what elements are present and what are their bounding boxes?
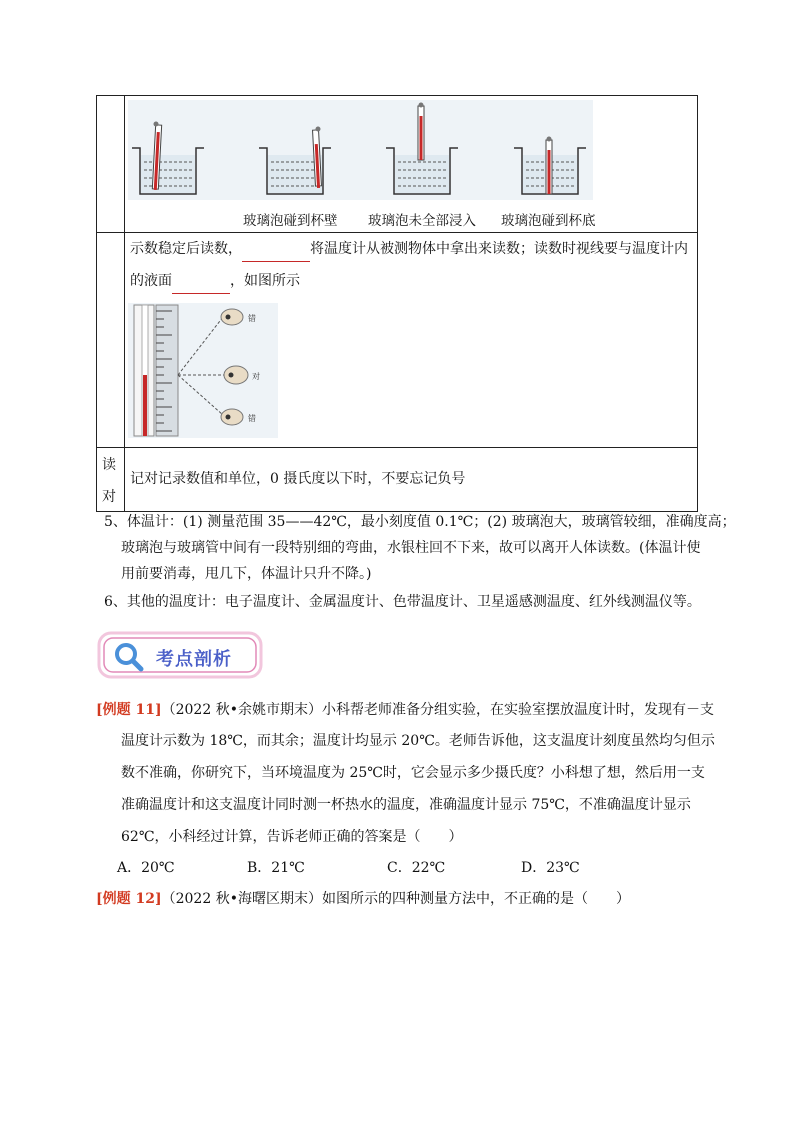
- record-instruction: 记对记录数值和单位，0 摄氏度以下时，不要忘记负号: [130, 471, 466, 487]
- option-a[interactable]: A．20℃: [117, 860, 175, 876]
- example12-tag: [例题 12]: [96, 891, 162, 907]
- answer-blank-1[interactable]: [242, 243, 310, 262]
- reading-text-c: 的液面: [130, 273, 172, 289]
- reading-text-a: 示数稳定后读数，: [130, 241, 242, 257]
- reading-text-d: ，如图所示: [230, 273, 300, 289]
- option-c[interactable]: C．22℃: [387, 860, 446, 876]
- table-row-label-empty: [97, 96, 125, 233]
- sight-line-illustration: [128, 303, 278, 438]
- point5-line2: 玻璃泡与玻璃管中间有一段特别细的弯曲，水银柱回不下来，故可以离开人体读数。(体温计使: [121, 540, 701, 556]
- point6: 6、其他的温度计：电子温度计、金属温度计、色带温度计、卫星遥感测温度、红外线测温仪等。: [104, 594, 701, 610]
- point5-line3: 用前要消毒，甩几下，体温计只升不降。): [121, 566, 372, 582]
- sight-label-wrong-top: 错: [248, 314, 256, 323]
- example11-text1: （2022 秋•余姚市期末）小科帮老师准备分组实验，在实验室摆放温度计时，发现有－支: [161, 702, 714, 718]
- point5-line1: 5、体温计：(1) 测量范围 35——42℃，最小刻度值 0.1℃；(2) 玻璃泡大，玻璃管较细，准确度高；: [104, 514, 736, 530]
- example12-text: （2022 秋•海曙区期末）如图所示的四种测量方法中，不正确的是（ ）: [161, 891, 630, 907]
- badge-title: 考点剖析: [156, 649, 232, 670]
- beakers-illustration: [128, 100, 593, 200]
- reading-instruction-line2: [130, 269, 300, 294]
- reading-text-b: 将温度计从被测物体中拿出来读数；读数时视线要与温度计内: [310, 241, 688, 257]
- section-badge: [96, 630, 264, 680]
- table-row-label-empty-2: [97, 233, 125, 448]
- caption-not-immersed: 玻璃泡未全部浸入: [368, 213, 476, 229]
- example11-line5: 62℃，小科经过计算，告诉老师正确的答案是（ ）: [121, 829, 463, 845]
- eye-icon-bottom: [226, 415, 231, 420]
- example11-line3: 数不准确，你研究下，当环境温度为 25℃时，它会显示多少摄氏度？小科想了想，然后用一支: [121, 765, 705, 781]
- option-b[interactable]: B．21℃: [247, 860, 305, 876]
- eye-icon-middle: [229, 373, 234, 378]
- sight-label-wrong-bottom: 错: [248, 414, 256, 423]
- row3-label-top: 读: [102, 457, 116, 473]
- answer-blank-2[interactable]: [172, 275, 230, 294]
- option-d[interactable]: D．23℃: [521, 860, 580, 876]
- example11-line4: 准确温度计和这支温度计同时测一杯热水的温度，准确温度计显示 75℃，不准确温度计显示: [121, 797, 691, 813]
- example12-line: [96, 887, 630, 912]
- sight-label-right: 对: [252, 372, 260, 381]
- row3-label-bottom: 对: [102, 489, 116, 505]
- example11-tag: [例题 11]: [96, 702, 162, 718]
- eye-icon-top: [226, 315, 231, 320]
- caption-touch-bottom: 玻璃泡碰到杯底: [501, 213, 596, 229]
- example11-line1: [96, 698, 714, 723]
- example11-line2: 温度计示数为 18℃，而其余；温度计均显示 20℃。老师告诉他，这支温度计刻度虽然均匀但示: [121, 733, 715, 749]
- search-icon: [112, 640, 146, 672]
- caption-touch-wall: 玻璃泡碰到杯壁: [243, 213, 338, 229]
- reading-instruction-line1: [130, 237, 688, 262]
